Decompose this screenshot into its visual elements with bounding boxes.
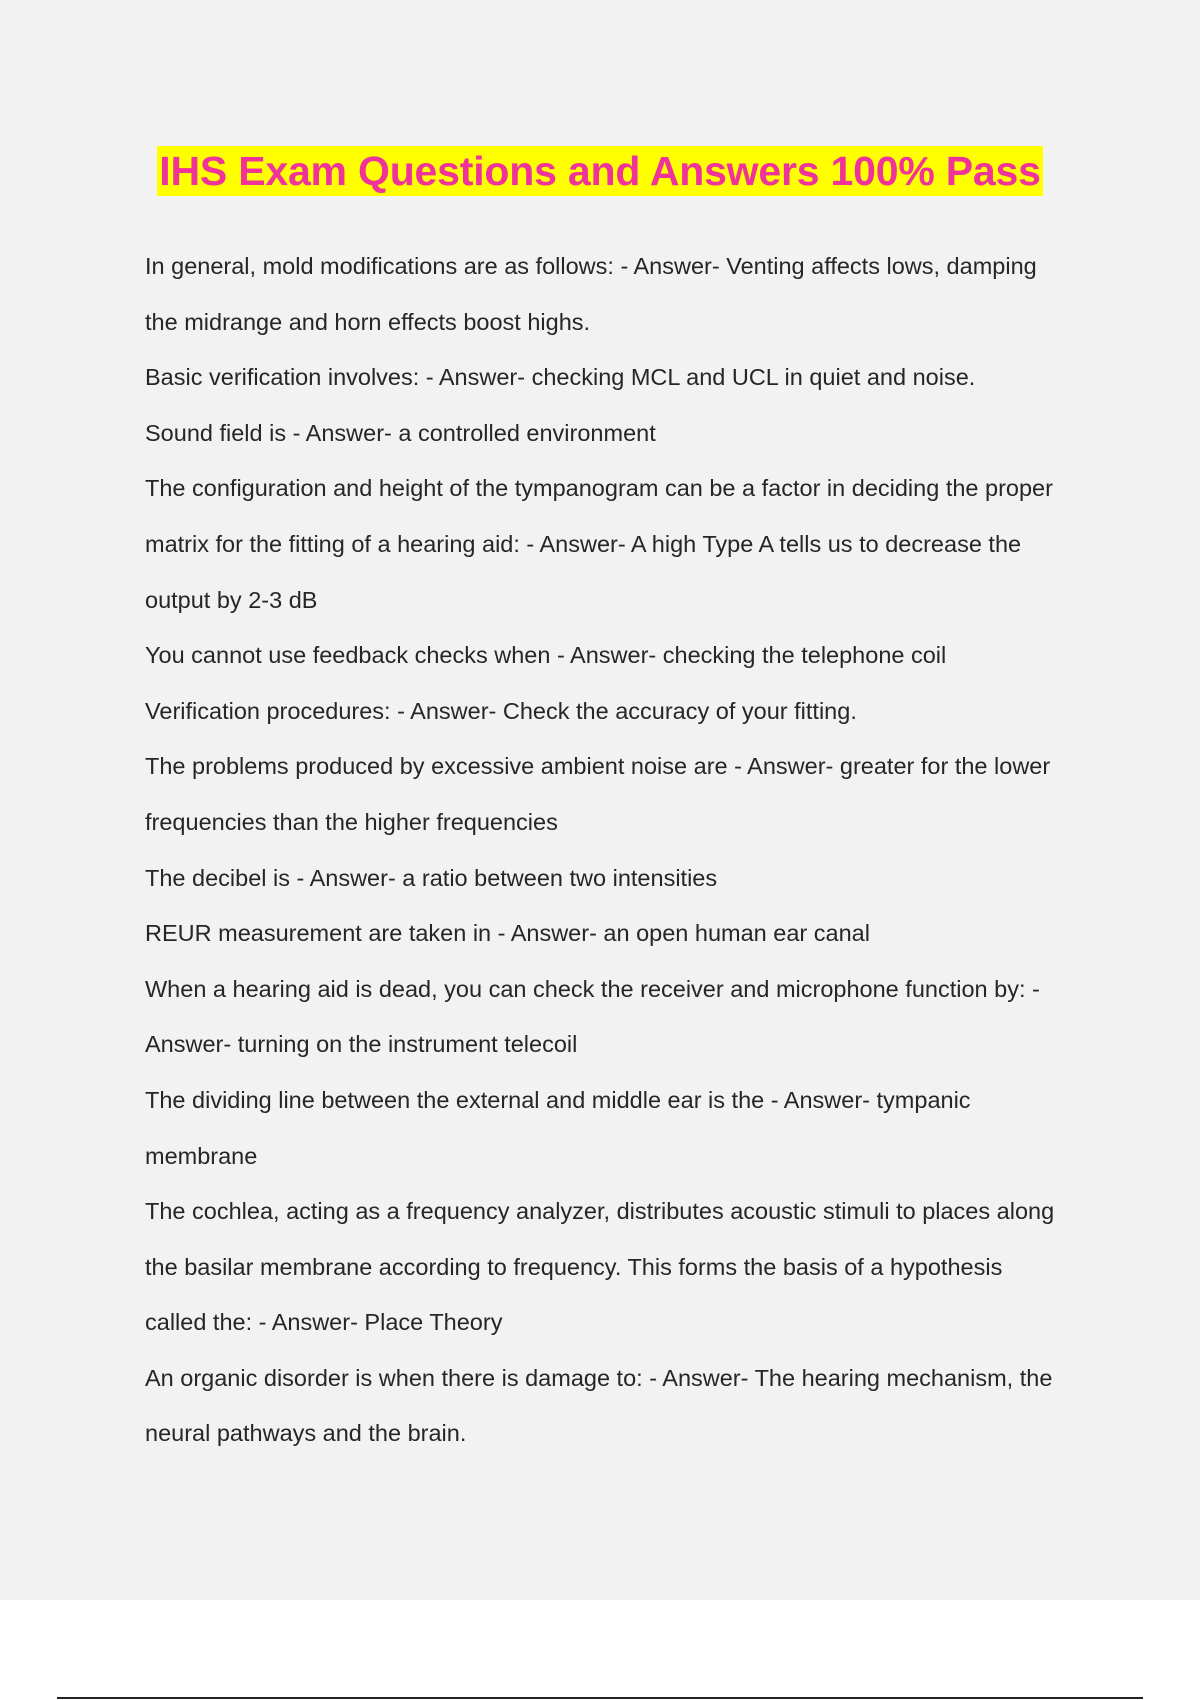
text-line: the midrange and horn effects boost highs. <box>145 308 591 335</box>
text-line: Answer- turning on the instrument telecoil <box>145 1031 578 1058</box>
text-line: output by 2-3 dB <box>145 586 318 613</box>
text-line: the basilar membrane according to frequency. This forms the basis of a hypothesis <box>145 1253 1003 1280</box>
document-body <box>145 239 1085 1462</box>
text-line: The dividing line between the external and middle ear is the - Answer- tympanic <box>145 1086 971 1113</box>
footer-divider <box>57 1697 1143 1699</box>
text-line: The problems produced by excessive ambient noise are - Answer- greater for the lower <box>145 753 1051 780</box>
text-line: You cannot use feedback checks when - Answer- checking the telephone coil <box>145 642 947 669</box>
text-line: Sound field is - Answer- a controlled environment <box>145 419 656 446</box>
text-line: frequencies than the higher frequencies <box>145 808 558 835</box>
text-line: membrane <box>145 1142 258 1169</box>
text-line: When a hearing aid is dead, you can check the receiver and microphone function by: - <box>145 975 1040 1002</box>
text-line: Basic verification involves: - Answer- checking MCL and UCL in quiet and noise. <box>145 364 976 391</box>
text-line: neural pathways and the brain. <box>145 1420 467 1447</box>
text-line: The configuration and height of the tympanogram can be a factor in deciding the proper <box>145 475 1053 502</box>
title-container <box>0 146 1200 196</box>
text-line: matrix for the fitting of a hearing aid: - Answer- A high Type A tells us to decrease the <box>145 530 1022 557</box>
text-line: The decibel is - Answer- a ratio between two intensities <box>145 864 718 891</box>
text-line: Verification procedures: - Answer- Check the accuracy of your fitting. <box>145 697 857 724</box>
text-line: The cochlea, acting as a frequency analyzer, distributes acoustic stimuli to places along <box>145 1198 1055 1225</box>
text-line: An organic disorder is when there is damage to: - Answer- The hearing mechanism, the <box>145 1364 1053 1391</box>
text-line: called the: - Answer- Place Theory <box>145 1309 503 1336</box>
text-line: REUR measurement are taken in - Answer- an open human ear canal <box>145 920 870 947</box>
document-title: IHS Exam Questions and Answers 100% Pass <box>159 148 1041 194</box>
text-line: In general, mold modifications are as follows: - Answer- Venting affects lows, damping <box>145 253 1037 279</box>
